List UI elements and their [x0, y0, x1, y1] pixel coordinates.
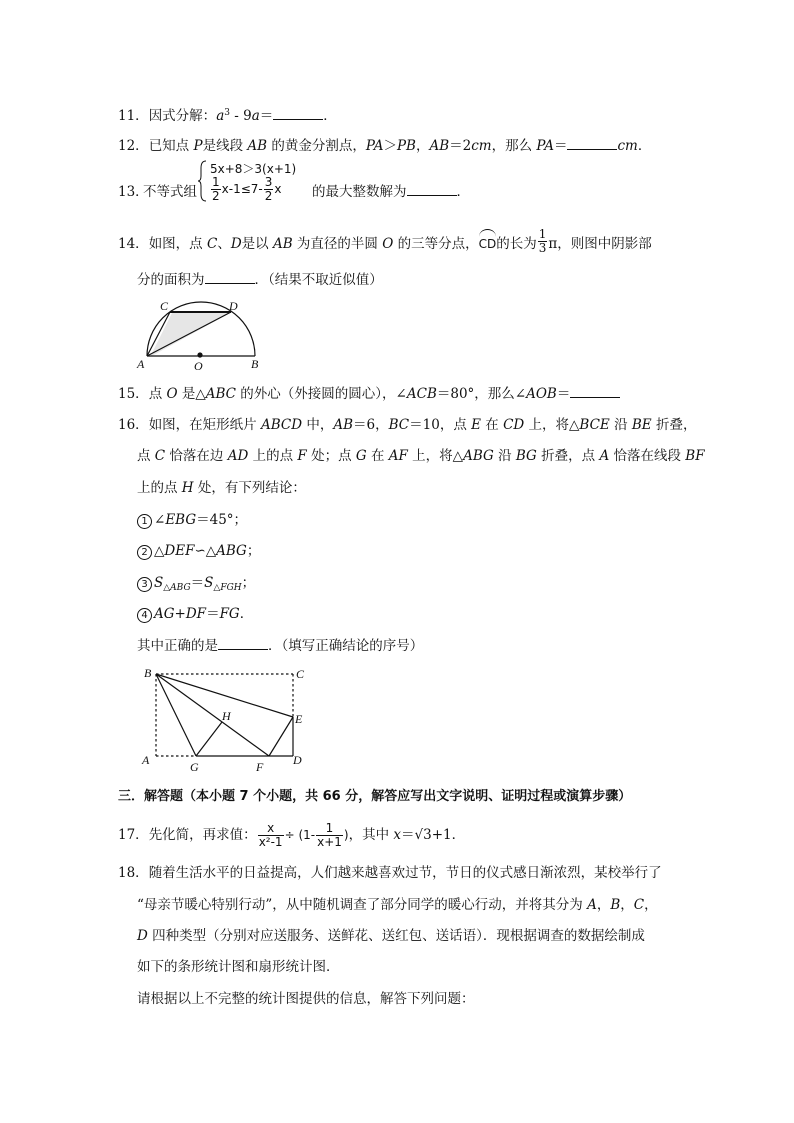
- label-f: F: [256, 760, 264, 774]
- question-16-ask: 其中正确的是 ．（填写正确结论的序号）: [137, 638, 424, 654]
- label-a: A: [137, 357, 145, 371]
- conclusion-3: 3 $S_{\triangle ABG}=S_{\triangle FGH}$；: [137, 574, 255, 597]
- conclusion-2: 2 △DEF∽△ABG；: [137, 542, 260, 560]
- answer-blank: [273, 106, 323, 120]
- shaded-region: [150, 313, 230, 357]
- center-point: [197, 352, 202, 357]
- conclusion-1: 1 ∠EBG＝45°；: [137, 511, 247, 529]
- figure-16-rectangle-fold: [136, 662, 316, 778]
- label-b: B: [144, 666, 152, 680]
- section-heading-3: 三．解答题（本小题 7 个小题，共 66 分，解答应写出文字说明、证明过程或演算步骤）: [118, 789, 632, 804]
- label-b: B: [251, 357, 259, 371]
- question-16-line1: 16．如图，在矩形纸片 ABCD 中，AB＝6，BC＝10，点 E 在 CD 上，将△BCE 沿 BE 折叠，: [118, 417, 697, 433]
- question-12: 12．已知点 P是线段 AB 的黄金分割点，PA＞PB，AB＝2cm，那么 PA＝ cm．: [118, 138, 652, 154]
- label-g: G: [190, 760, 199, 774]
- answer-blank: [570, 384, 620, 398]
- label-d: D: [229, 299, 238, 313]
- segment-fe: [269, 717, 293, 756]
- label-d: D: [293, 753, 302, 767]
- question-11: 11．因式分解：$a^3 - 9a=$ ．: [118, 108, 337, 124]
- question-15: 15．点 O 是△ABC 的外心（外接圆的圆心），∠ACB＝80°，那么∠AOB＝: [118, 384, 620, 403]
- answer-blank: [567, 136, 617, 150]
- answer-blank: [218, 636, 268, 650]
- question-13: 13． 不等式组 5x+8＞3(x+1) $\frac{1}{2}$ x-1≤7- $\frac{3}{2}$ x 的最大整数解为 ．: [118, 162, 470, 203]
- inequality-1: 5x+8＞3(x+1): [210, 162, 297, 176]
- figure-14-semicircle: [132, 296, 272, 372]
- arc-cd: CD: [478, 237, 497, 251]
- conclusion-4: 4 AG+DF＝FG．: [137, 605, 253, 623]
- label-c: C: [160, 299, 169, 313]
- question-16-line2: 点 C 恰落在边 AD 上的点 F 处；点 G 在 AF 上，将△ABG 沿 BG 折叠，点 A 恰落在线段 BF: [137, 448, 705, 464]
- question-18-line2: “母亲节暖心特别行动”，从中随机调查了部分同学的暖心行动，并将其分为 A，B，C，: [137, 897, 658, 913]
- answer-blank: [407, 182, 457, 196]
- system-brace: [198, 160, 208, 202]
- question-14: 14．如图，点 C、D是以 AB 为直径的半圆 O 的三等分点，CD的长为 $\frac{1}{3}$ π，则图中阴影部: [118, 227, 652, 255]
- question-18-line5: 请根据以上不完整的统计图提供的信息，解答下列问题：: [137, 991, 475, 1007]
- label-o: O: [194, 359, 203, 372]
- question-18-line1: 18．随着生活水平的日益提高，人们越来越喜欢过节，节日的仪式感日渐浓烈，某校举行了: [118, 865, 662, 881]
- label-c: C: [296, 667, 305, 681]
- answer-blank: [205, 270, 255, 284]
- segment-bf: [156, 674, 269, 756]
- question-18-line3: D 四种类型（分别对应送服务、送鲜花、送红包、送话语）．现根据调查的数据绘制成: [137, 928, 645, 944]
- label-a: A: [142, 753, 150, 767]
- question-18-line4: 如下的条形统计图和扇形统计图．: [137, 959, 340, 975]
- question-17: 17．先化简，再求值： $\frac{x}{\text{x²-1}}$ ÷ (1- $\frac{1}{x+1}$ )，其中 x＝√3+1．: [118, 821, 466, 849]
- label-h: H: [222, 709, 231, 723]
- segment-gh: [196, 722, 222, 756]
- question-16-line3: 上的点 H 处，有下列结论：: [137, 480, 306, 496]
- inequality-2: $\frac{1}{2}$ x-1≤7- $\frac{3}{2}$ x: [212, 175, 282, 203]
- label-e: E: [295, 712, 303, 726]
- segment-bg: [156, 674, 196, 756]
- question-14-line2: 分的面积为 ．（结果不取近似值）: [137, 272, 383, 288]
